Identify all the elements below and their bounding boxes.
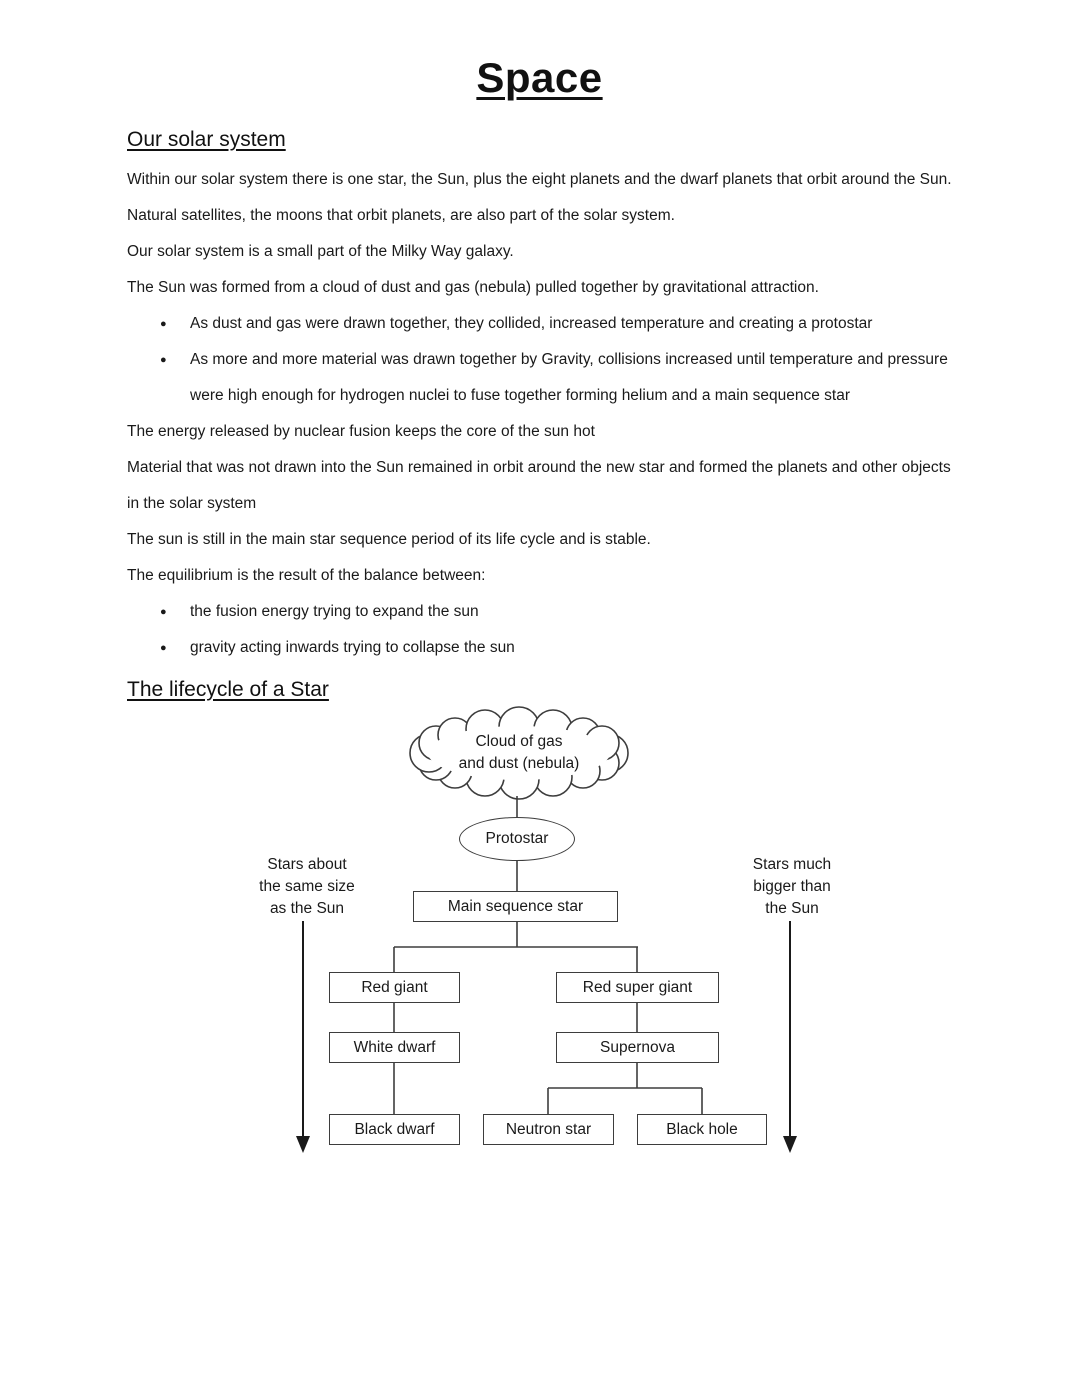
- list-item-expand: [127, 594, 952, 630]
- star-lifecycle-diagram: [0, 706, 1080, 1176]
- node-white-dwarf: White dwarf: [329, 1032, 460, 1063]
- label-line: the Sun: [765, 900, 819, 917]
- bullet-icon: ●: [160, 318, 167, 330]
- label-line: the same size: [259, 878, 355, 895]
- paragraph-natural-satellites: Natural satellites, the moons that orbit planets, are also part of the solar system.: [127, 207, 675, 224]
- list-item-protostar: [127, 306, 952, 342]
- heading-our-solar-system: Our solar system: [127, 128, 286, 151]
- list-item-fusion: [127, 342, 952, 414]
- node-black-hole: Black hole: [637, 1114, 767, 1145]
- node-red-super-giant: Red super giant: [556, 972, 719, 1003]
- bullet-icon: ●: [160, 642, 167, 654]
- paragraph-equilibrium: The equilibrium is the result of the balance between:: [127, 567, 486, 584]
- paragraph-sun-stable: The sun is still in the main star sequence period of its life cycle and is stable.: [127, 531, 651, 548]
- node-neutron-star: Neutron star: [483, 1114, 614, 1145]
- bullet-text: gravity acting inwards trying to collapse the sun: [190, 639, 515, 656]
- label-stars-same-size: [227, 854, 387, 920]
- nebula-line-1: Cloud of gas: [475, 733, 563, 750]
- bullet-icon: ●: [160, 606, 167, 618]
- node-supernova: Supernova: [556, 1032, 719, 1063]
- node-main-sequence-star: Main sequence star: [413, 891, 618, 922]
- heading-lifecycle-of-a-star: The lifecycle of a Star: [127, 678, 329, 701]
- label-stars-much-bigger: [712, 854, 872, 920]
- bullet-text: As dust and gas were drawn together, they collided, increased temperature and creating a protostar: [190, 315, 873, 332]
- node-black-dwarf: Black dwarf: [329, 1114, 460, 1145]
- down-arrow-icon-left: [296, 921, 310, 1153]
- node-protostar: Protostar: [459, 817, 575, 861]
- down-arrow-icon-right: [783, 921, 797, 1153]
- bullet-icon: ●: [160, 354, 167, 366]
- paragraph-remaining-material: Material that was not drawn into the Sun remained in orbit around the new star and formed the planets and other objects in the solar system: [127, 459, 951, 512]
- bullet-text: the fusion energy trying to expand the sun: [190, 603, 479, 620]
- page-title: Space: [476, 54, 603, 101]
- label-line: as the Sun: [269, 900, 345, 917]
- label-line: Stars much: [752, 856, 832, 873]
- node-red-giant: Red giant: [329, 972, 460, 1003]
- bullet-text: As more and more material was drawn together by Gravity, collisions increased until temperature and pressure were high enough for hydrogen nuclei to fuse together forming helium and a main sequence star: [190, 351, 948, 404]
- nebula-line-2: and dust (nebula): [458, 755, 580, 772]
- diagram-lines: [0, 706, 1080, 1176]
- label-line: Stars about: [267, 856, 347, 873]
- node-nebula-label: [419, 731, 619, 775]
- label-line: bigger than: [753, 878, 831, 895]
- paragraph-solar-system-intro: Within our solar system there is one star, the Sun, plus the eight planets and the dwarf planets that orbit around the Sun.: [127, 171, 952, 188]
- list-item-collapse: [127, 630, 952, 666]
- paragraph-milky-way: Our solar system is a small part of the Milky Way galaxy.: [127, 243, 514, 260]
- paragraph-fusion-energy: The energy released by nuclear fusion keeps the core of the sun hot: [127, 423, 595, 440]
- paragraph-sun-formation: The Sun was formed from a cloud of dust and gas (nebula) pulled together by gravitational attraction.: [127, 279, 819, 296]
